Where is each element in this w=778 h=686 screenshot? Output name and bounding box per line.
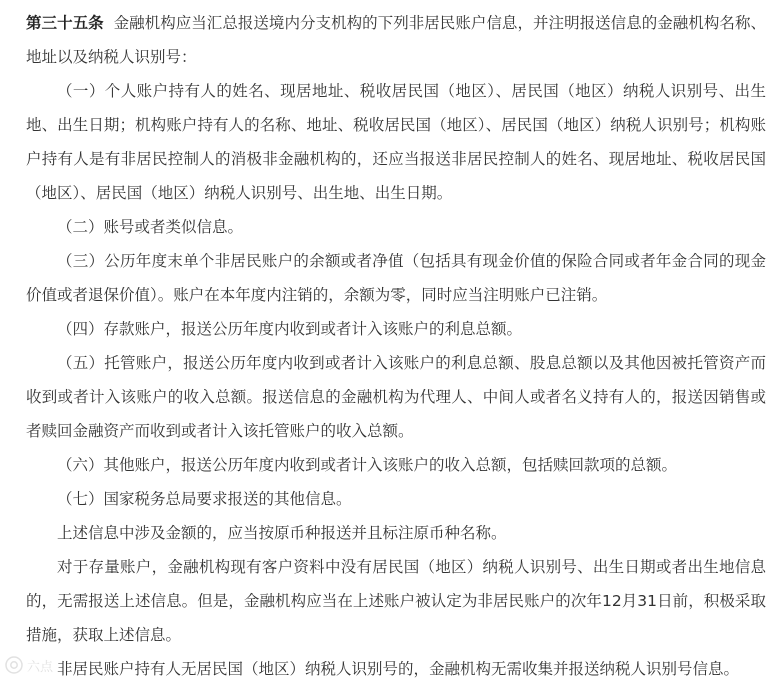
list-item: （六）其他账户，报送公历年度内收到或者计入该账户的收入总额，包括赎回款项的总额。 — [57, 456, 678, 474]
camera-logo-icon — [4, 655, 24, 675]
body-paragraph: 对于存量账户，金融机构现有客户资料中没有居民国（地区）纳税人识别号、出生日期或者出生地信息的，无需报送上述信息。但是，金融机构应当在上述账户被认定为非居民账户的次年12月31日前，积极采取措施，获取上述信息。 — [26, 558, 766, 644]
article-paragraph — [26, 6, 766, 74]
list-item: （一）个人账户持有人的姓名、现居地址、税收居民国（地区）、居民国（地区）纳税人识别号、出生地、出生日期；机构账户持有人的名称、地址、税收居民国（地区）、居民国（地区）纳税人识别号；机构账户持有人是有非居民控制人的消极非金融机构的，还应当报送非居民控制人的姓名、现居地址、税收居民国（地区）、居民国（地区）纳税人识别号、出生地、出生日期。 — [26, 82, 766, 202]
watermark-text: 六点 — [27, 659, 54, 675]
list-item: （四）存款账户，报送公历年度内收到或者计入该账户的利息总额。 — [57, 320, 523, 338]
document-body — [26, 0, 766, 686]
article-intro: 金融机构应当汇总报送境内分支机构的下列非居民账户信息，并注明报送信息的金融机构名称、地址以及纳税人识别号： — [26, 14, 766, 66]
list-item: （七）国家税务总局要求报送的其他信息。 — [57, 490, 352, 508]
list-item: （五）托管账户，报送公历年度内收到或者计入该账户的利息总额、股息总额以及其他因被托管资产而收到或者计入该账户的收入总额。报送信息的金融机构为代理人、中间人或者名义持有人的，报送因销售或者赎回金融资产而收到或者计入该托管账户的收入总额。 — [26, 354, 766, 440]
article-number: 第三十五条 — [26, 14, 104, 32]
list-item: （二）账号或者类似信息。 — [57, 218, 244, 236]
body-paragraph: 非居民账户持有人无居民国（地区）纳税人识别号的，金融机构无需收集并报送纳税人识别号信息。 — [57, 660, 740, 678]
list-item: （三）公历年度末单个非居民账户的余额或者净值（包括具有现金价值的保险合同或者年金合同的现金价值或者退保价值）。账户在本年度内注销的，余额为零，同时应当注明账户已注销。 — [26, 252, 766, 304]
body-paragraph: 上述信息中涉及金额的，应当按原币种报送并且标注原币种名称。 — [57, 524, 507, 542]
